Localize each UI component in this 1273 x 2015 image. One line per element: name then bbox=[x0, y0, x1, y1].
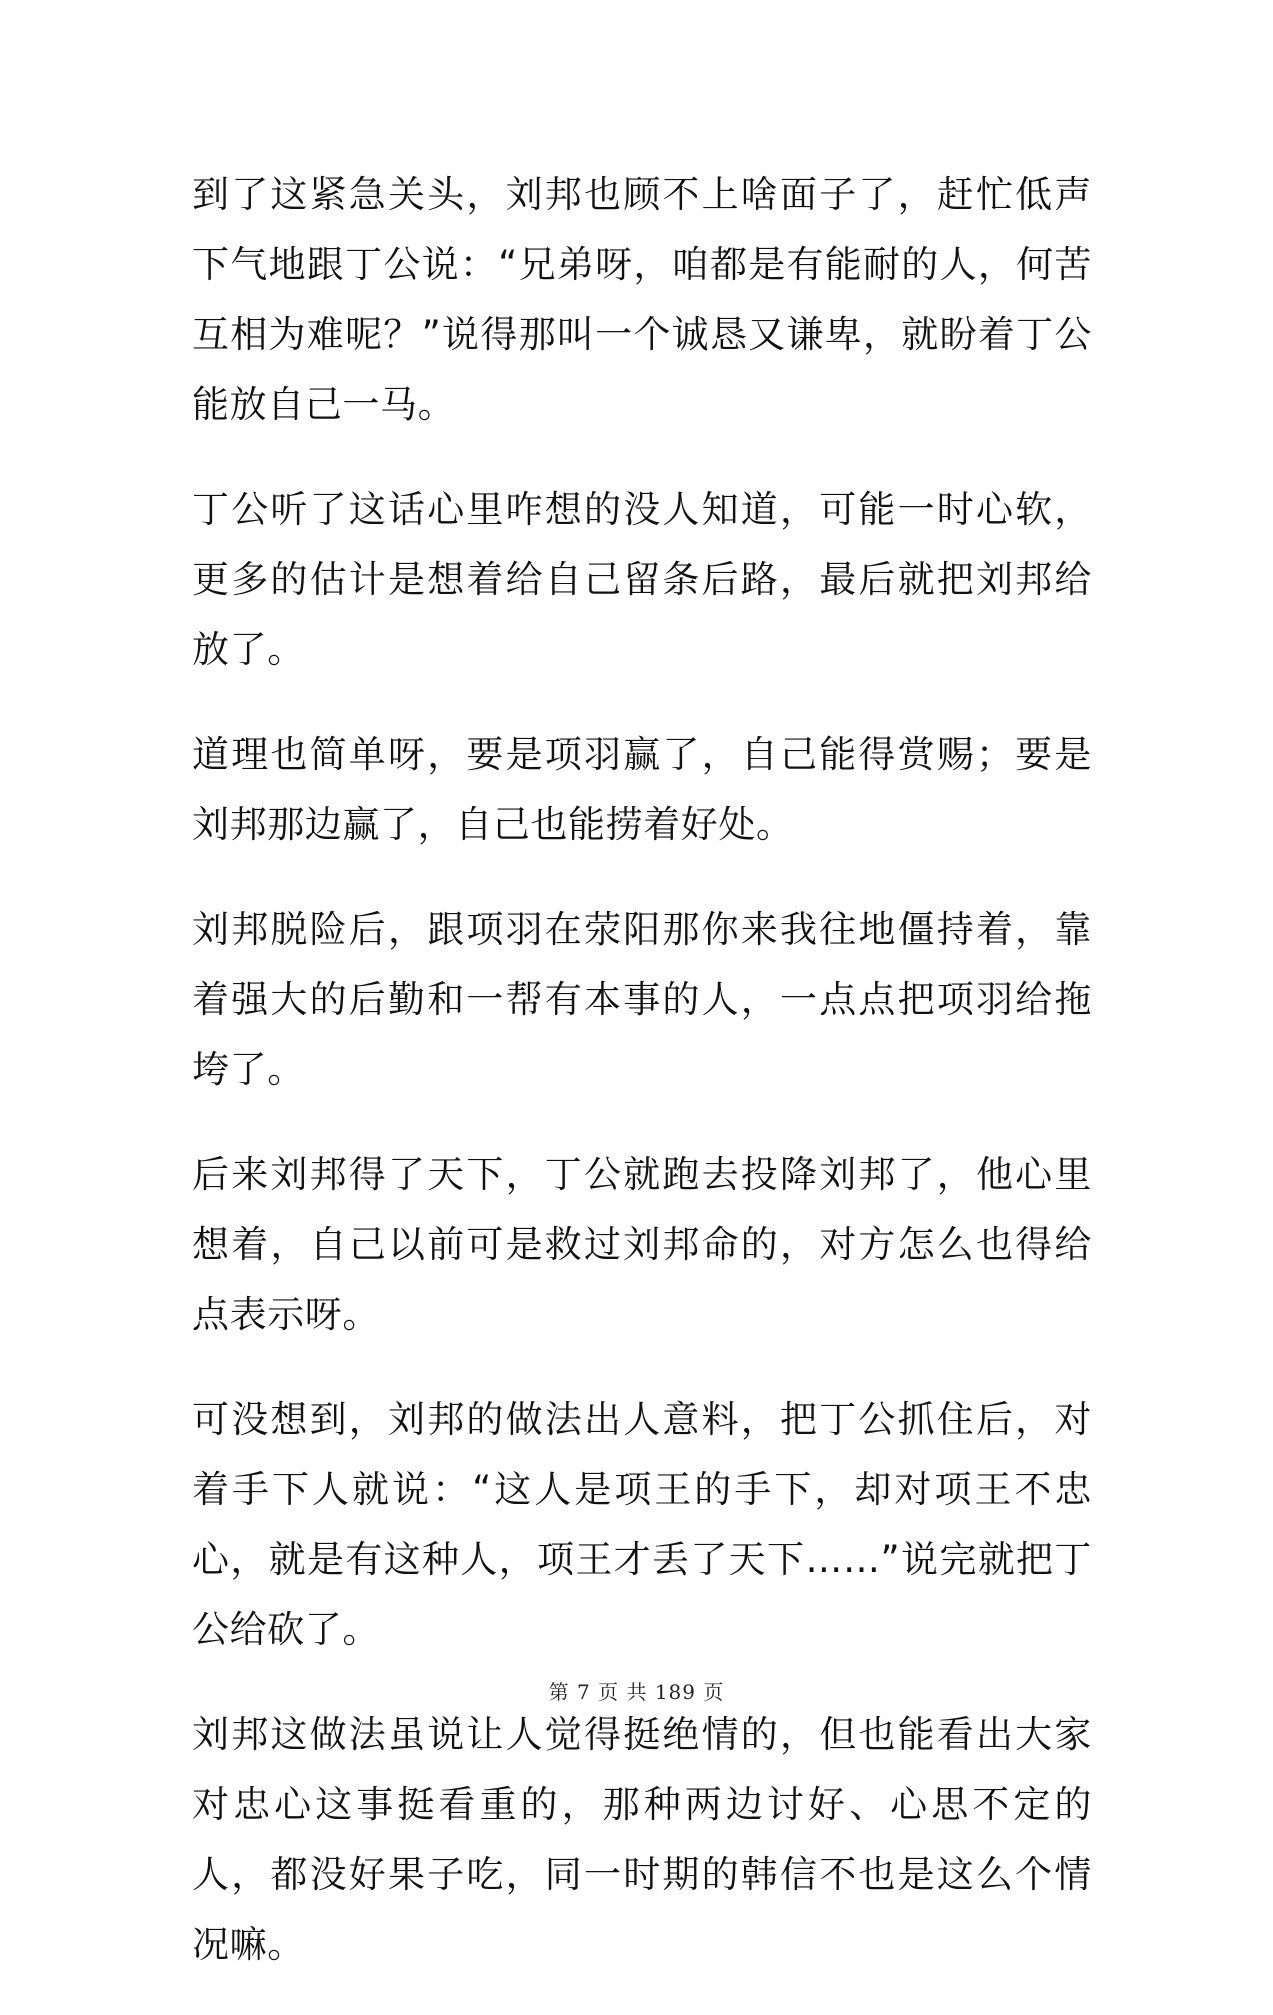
page-body bbox=[192, 160, 1092, 2015]
page-footer bbox=[0, 1676, 1273, 1705]
footer-prefix: 第 bbox=[548, 1680, 577, 1704]
footer-suffix: 页 bbox=[696, 1680, 725, 1704]
paragraph: 丁公听了这话心里咋想的没人知道，可能一时心软，更多的估计是想着给自己留条后路，最后就把刘邦给放了。 bbox=[192, 488, 1092, 671]
paragraph: 刘邦脱险后，跟项羽在荥阳那你来我往地僵持着，靠着强大的后勤和一帮有本事的人，一点点把项羽给拖垮了。 bbox=[192, 908, 1092, 1091]
paragraph: 刘邦这做法虽说让人觉得挺绝情的，但也能看出大家对忠心这事挺看重的，那种两边讨好、心思不定的人，都没好果子吃，同一时期的韩信不也是这么个情况嘛。 bbox=[192, 1713, 1092, 1966]
paragraph: 到了这紧急关头，刘邦也顾不上啥面子了，赶忙低声下气地跟丁公说：“兄弟呀，咱都是有能耐的人，何苦互相为难呢？”说得那叫一个诚恳又谦卑，就盼着丁公能放自己一马。 bbox=[192, 173, 1092, 426]
paragraph: 后来刘邦得了天下，丁公就跑去投降刘邦了，他心里想着，自己以前可是救过刘邦命的，对方怎么也得给点表示呀。 bbox=[192, 1153, 1092, 1336]
total-page-count: 189 bbox=[654, 1680, 696, 1704]
current-page-number: 7 bbox=[577, 1680, 591, 1704]
paragraph: 可没想到，刘邦的做法出人意料，把丁公抓住后，对着手下人就说：“这人是项王的手下，却对项王不忠心，就是有这种人，项王才丢了天下……”说完就把丁公给砍了。 bbox=[192, 1398, 1092, 1651]
paragraph: 道理也简单呀，要是项羽赢了，自己能得赏赐；要是刘邦那边赢了，自己也能捞着好处。 bbox=[192, 733, 1092, 846]
footer-middle: 页 共 bbox=[590, 1680, 655, 1704]
